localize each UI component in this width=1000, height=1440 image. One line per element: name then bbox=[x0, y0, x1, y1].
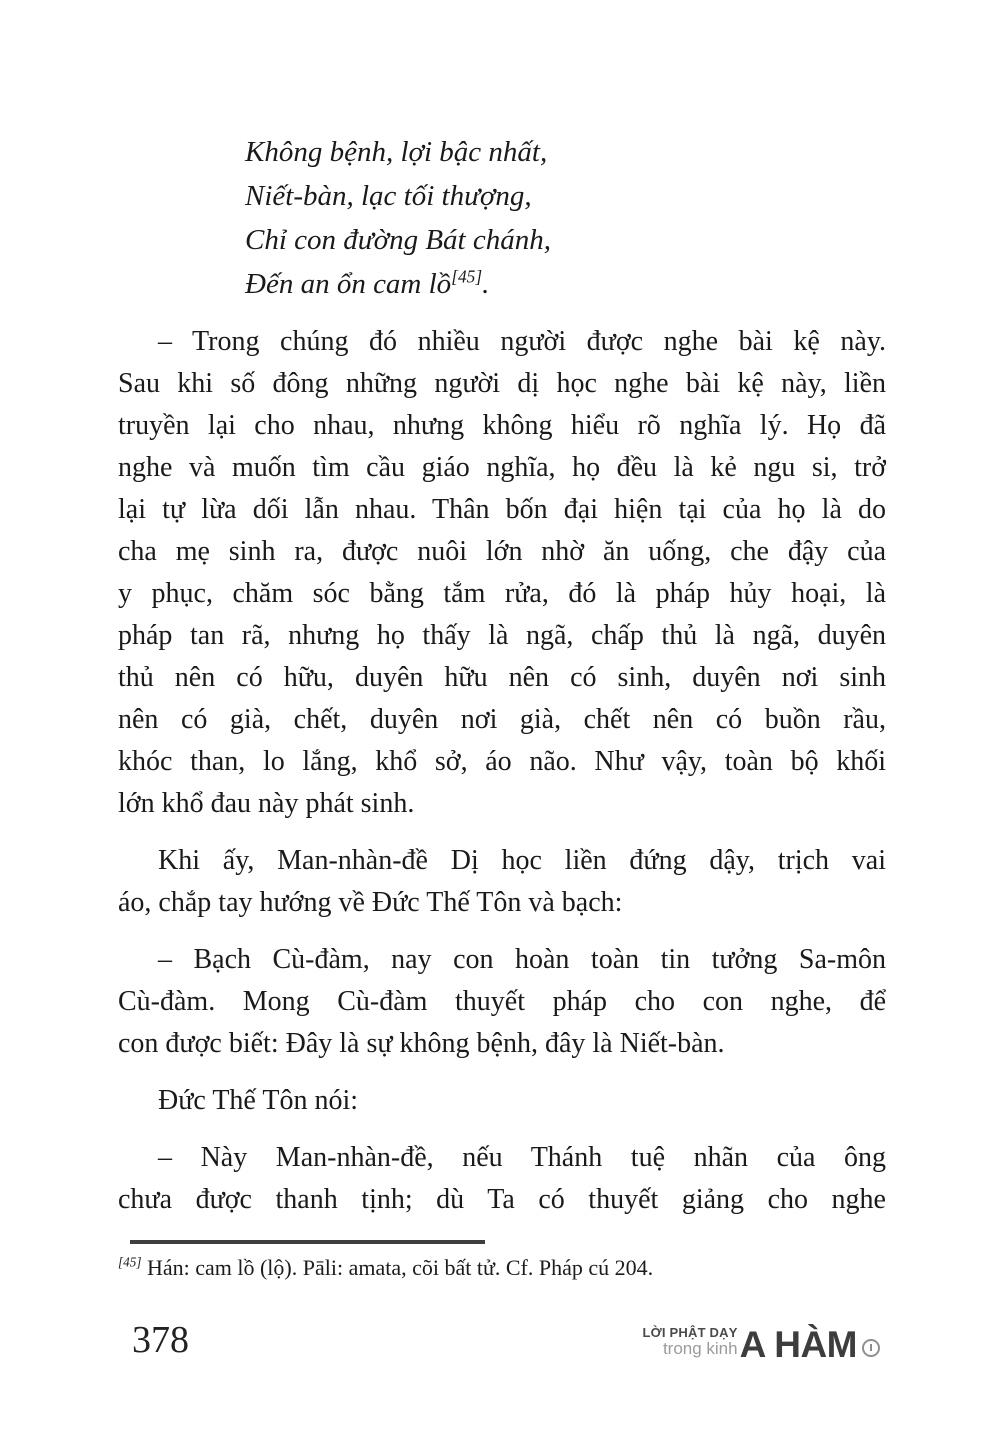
body-line: Cù-đàm. Mong Cù-đàm thuyết pháp cho con nghe, để bbox=[118, 986, 886, 1017]
footnote-marker: [45] bbox=[118, 1254, 142, 1270]
body-line: Đức Thế Tôn nói: bbox=[158, 1085, 359, 1116]
body-line: khóc than, lo lắng, khổ sở, áo não. Như vậy, toàn bộ khối bbox=[118, 746, 886, 777]
body-line: – Bạch Cù-đàm, nay con hoàn toàn tin tưởng Sa-môn bbox=[158, 944, 886, 975]
body-line: thủ nên có hữu, duyên hữu nên có sinh, duyên nơi sinh bbox=[118, 662, 886, 693]
body-line: chưa được thanh tịnh; dù Ta có thuyết giảng cho nghe bbox=[118, 1184, 886, 1215]
verse-line: Chỉ con đường Bát chánh, bbox=[245, 224, 551, 256]
logo-tagline bbox=[643, 1326, 738, 1360]
body-line: lớn khổ đau này phát sinh. bbox=[118, 788, 415, 819]
body-line: – Này Man-nhàn-đề, nếu Thánh tuệ nhãn của ông bbox=[158, 1142, 886, 1173]
logo-tagline-bottom: trong kinh bbox=[662, 1339, 738, 1358]
footnote-body: Hán: cam lồ (lộ). Pāli: amata, cõi bất tử. Cf. Pháp cú 204. bbox=[141, 1255, 654, 1280]
verse-block bbox=[245, 130, 886, 306]
verse-line: Niết-bàn, lạc tối thượng, bbox=[245, 180, 532, 212]
paragraph bbox=[118, 1137, 886, 1221]
publisher-logo bbox=[642, 1324, 881, 1365]
volume-badge-icon: I bbox=[862, 1339, 880, 1357]
verse-line-end: . bbox=[482, 268, 490, 300]
verse-line-text: Đến an ổn cam lồ bbox=[245, 268, 452, 300]
body-line: nghe và muốn tìm cầu giáo nghĩa, họ đều là kẻ ngu si, trở bbox=[118, 452, 886, 483]
footnote-text bbox=[118, 1253, 886, 1282]
footnote-divider bbox=[130, 1240, 485, 1244]
body-line: cha mẹ sinh ra, được nuôi lớn nhờ ăn uống, che đậy của bbox=[118, 536, 886, 567]
body-line: lại tự lừa dối lẫn nhau. Thân bốn đại hiện tại của họ là do bbox=[118, 494, 886, 525]
footnote-reference: [45] bbox=[451, 266, 483, 287]
body-line: Sau khi số đông những người dị học nghe bài kệ này, liền bbox=[118, 368, 886, 399]
paragraph bbox=[118, 1080, 886, 1122]
paragraph bbox=[118, 939, 886, 1065]
body-line: áo, chắp tay hướng về Đức Thế Tôn và bạch: bbox=[118, 887, 623, 918]
body-line: – Trong chúng đó nhiều người được nghe bài kệ này. bbox=[158, 326, 886, 357]
body-line: nên có già, chết, duyên nơi già, chết nên có buồn rầu, bbox=[118, 704, 886, 735]
logo-title: A HÀM bbox=[739, 1324, 857, 1365]
body-line: truyền lại cho nhau, nhưng không hiểu rõ nghĩa lý. Họ đã bbox=[118, 410, 886, 441]
verse-line: Không bệnh, lợi bậc nhất, bbox=[245, 136, 548, 168]
body-line: y phục, chăm sóc bằng tắm rửa, đó là pháp hủy hoại, là bbox=[118, 578, 886, 609]
body-line: Khi ấy, Man-nhàn-đề Dị học liền đứng dậy, trịch vai bbox=[158, 845, 886, 876]
body-line: con được biết: Đây là sự không bệnh, đây là Niết-bàn. bbox=[118, 1028, 725, 1059]
page-number: 378 bbox=[132, 1319, 189, 1361]
verse-line bbox=[245, 262, 886, 306]
paragraph bbox=[118, 321, 886, 825]
body-line: pháp tan rã, nhưng họ thấy là ngã, chấp thủ là ngã, duyên bbox=[118, 620, 886, 651]
logo-tagline-top: LỜI PHẬT DẠY bbox=[642, 1325, 738, 1340]
paragraph bbox=[118, 840, 886, 924]
